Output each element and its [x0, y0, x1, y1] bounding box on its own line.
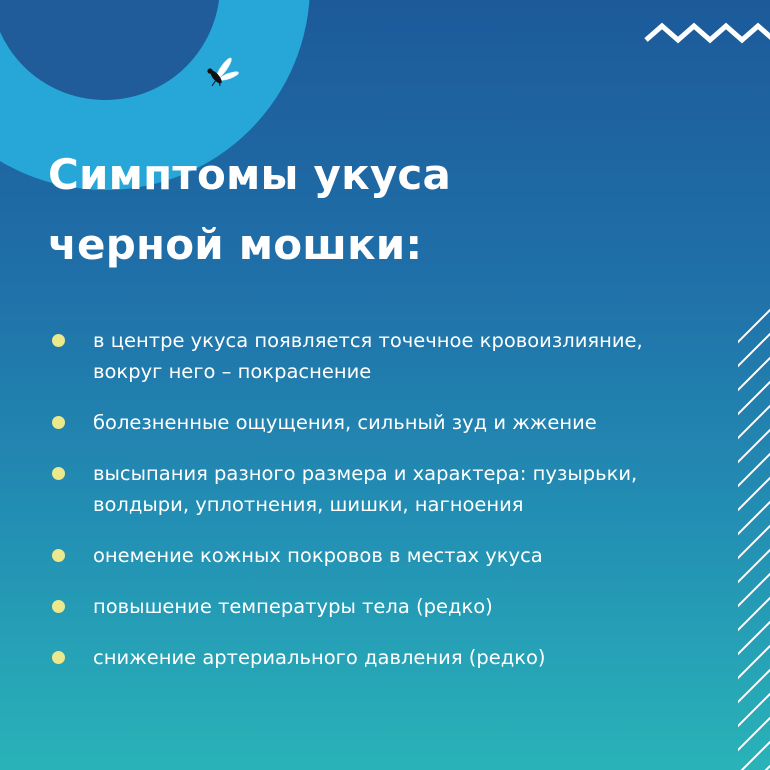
symptom-text: онемение кожных покровов в местах укуса — [93, 544, 543, 567]
list-item — [52, 591, 692, 622]
list-item — [52, 325, 692, 387]
title-line-1: Симптомы укуса — [48, 150, 452, 199]
list-item — [52, 407, 692, 438]
symptom-text: высыпания разного размера и характера: пузырьки, волдыри, уплотнения, шишки, нагноения — [93, 462, 638, 516]
dot-bullet-icon — [52, 651, 65, 664]
symptom-text: болезненные ощущения, сильный зуд и жжение — [93, 411, 597, 434]
page-title — [48, 140, 451, 280]
diagonal-stripes-decoration — [735, 275, 770, 770]
title-line-2: черной мошки: — [48, 220, 423, 269]
dot-bullet-icon — [52, 549, 65, 562]
dot-bullet-icon — [52, 416, 65, 429]
zigzag-decoration-icon — [646, 26, 770, 40]
list-item — [52, 458, 692, 520]
dot-bullet-icon — [52, 600, 65, 613]
list-item — [52, 642, 692, 673]
symptom-text: в центре укуса появляется точечное кровоизлияние, вокруг него – покраснение — [93, 329, 643, 383]
dot-bullet-icon — [52, 334, 65, 347]
symptom-text: повышение температуры тела (редко) — [93, 595, 493, 618]
symptom-text: снижение артериального давления (редко) — [93, 646, 546, 669]
symptoms-list — [52, 325, 692, 693]
dot-bullet-icon — [52, 467, 65, 480]
list-item — [52, 540, 692, 571]
